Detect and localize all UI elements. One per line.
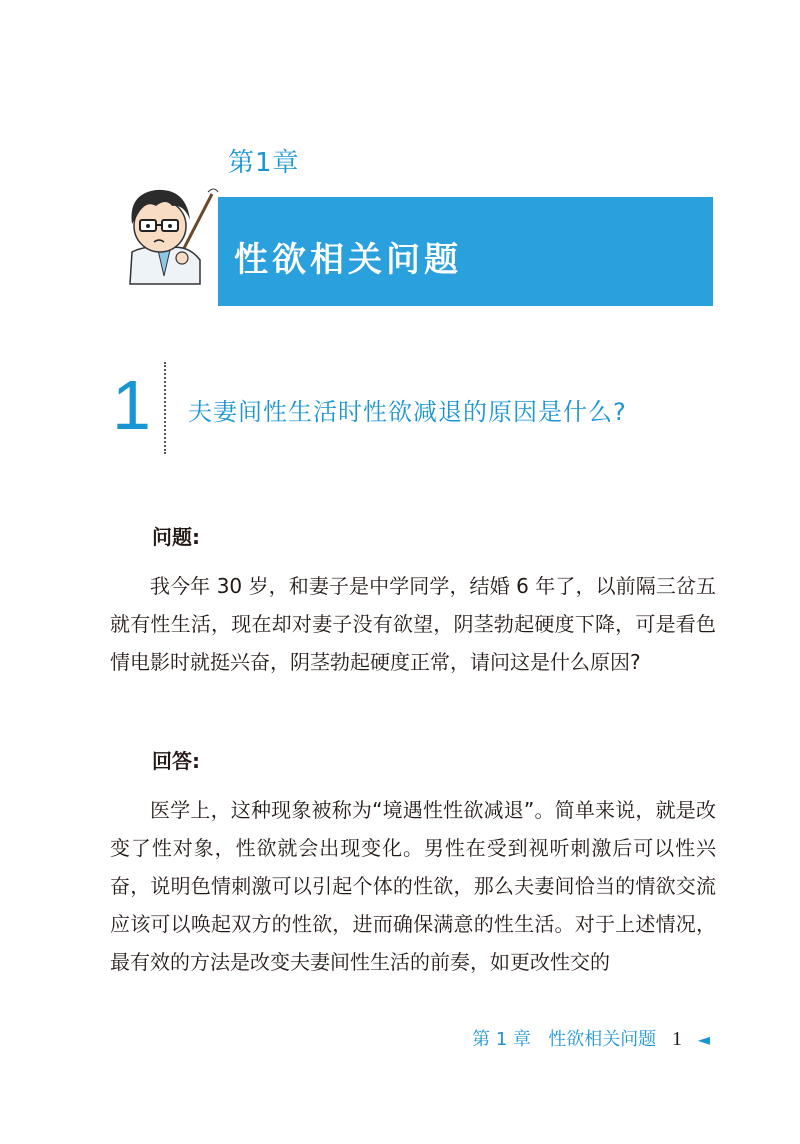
doctor-mascot-icon <box>108 180 230 290</box>
page-marker-icon: ◄ <box>697 1030 710 1049</box>
section-divider <box>164 362 166 454</box>
chapter-label: 第1章 <box>228 148 300 178</box>
page-number: 1 <box>671 1028 682 1050</box>
footer-chapter: 第 1 章 <box>472 1029 532 1050</box>
section-number: 1 <box>112 366 151 444</box>
answer-paragraph: 医学上，这种现象被称为“境遇性性欲减退”。简单来说，就是改变了性对象，性欲就会出现变化。男性在受到视听刺激后可以性兴奋，说明色情刺激可以引起个体的性欲，那么夫妻间恰当的情欲交流应该可以唤起双方的性欲，进而确保满意的性生活。对于上述情况，最有效的方法是改变夫妻间性生活的前奏，如更改性交的 <box>110 798 716 974</box>
chapter-banner <box>218 197 713 306</box>
footer-title: 性欲相关问题 <box>548 1029 657 1050</box>
page-footer <box>472 1025 710 1051</box>
question-paragraph: 我今年 30 岁，和妻子是中学同学，结婚 6 年了，以前隔三岔五就有性生活，现在却对妻子没有欲望，阴茎勃起硬度下降，可是看色情电影时就挺兴奋，阴茎勃起硬度正常，请问这是什么原因? <box>110 574 716 674</box>
question-heading: 问题: <box>152 525 200 549</box>
section-title: 夫妻间性生活时性欲减退的原因是什么? <box>188 398 627 426</box>
answer-heading: 回答: <box>152 749 200 773</box>
chapter-title: 性欲相关问题 <box>234 240 462 280</box>
